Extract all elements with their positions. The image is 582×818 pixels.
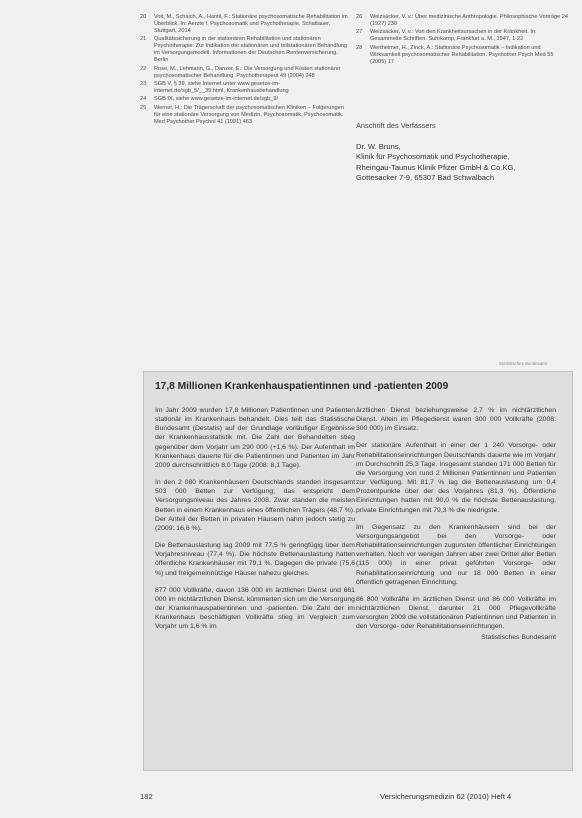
reference-text: SGB IX, siehe www.gesetze-im-internet.de/sgb_9/: [154, 96, 279, 103]
reference-entry: [140, 36, 350, 64]
reference-text: Rose, M., Lehmann, G., Danzer, E.: Die Versorgung und Kosten stationärer psychosomatischer Behandlung. Psychotherapeut 49 (2004) 248: [154, 65, 341, 79]
news-column-left: [155, 406, 355, 639]
news-box: [143, 371, 573, 771]
reference-text: Werner, H.: Die Trägerschaft der psychosomatischen Kliniken – Folgerungen für eine stationäre Versorgung von Medizin, Psychosomatik, Psychosomatik. Med Psychother Psychol 41 (1991) 463: [154, 104, 344, 125]
reference-text: Wertheimer, H., Zinck, A.: Stationäre Psychosomatik – Indikation und Wirksamkeit psychosomatischer Rehabilitation. Psychother Psych Med 55 (2005) 17: [370, 44, 554, 65]
author-address: [356, 142, 556, 184]
news-column-right: [356, 406, 556, 643]
references-right: [356, 14, 568, 67]
reference-text: Voit, M., Schaich, A., Hantil, F.: Stationäre psychosomatische Rehabilitation im Überblick. In: Aerzte f. Psychosomatik und Psychotherapie. Schattauer, Stuttgart, 2014: [154, 14, 348, 35]
reference-entry: [140, 96, 350, 103]
reference-text: SGB V, § 39, siehe Internet unter www.gesetze-im-internet.de/sgb_5/__39.html, Krankenhausbehandlung: [154, 80, 289, 95]
source-line: Statistisches Bundesamt: [499, 361, 548, 366]
reference-number: 26: [356, 14, 363, 20]
paragraph: Im Gegensatz zu den Krankenhäusern sind bei der Versorgungsangebot bei den Vorsorge- oder Rehabilitationseinrichtungen zugunsten öffentlicher Einrichtungen verhalten. Noch vor wenigen Jahren aber zwei Drittel aller Betten (115 000) in einer privat geführten Vorsorge- oder Rehabilitationseinrichtung und nur 18 000 Betten in einer öffentlich getragenen Einrichtung.: [356, 523, 556, 586]
author-line: Klinik für Psychosomatik und Psychotherapie,: [356, 152, 510, 162]
journal-footer: Versicherungsmedizin 62 (2010) Heft 4: [380, 792, 512, 801]
paragraph: 877 000 Vollkräfte, davon 136 000 im ärztlichen Dienst und 661 000 im nichtärztlichen Dienst, kümmerten sich um die Versorgung der Krankenhauspatientinnen und -patienten. Die Zahl der im Krankenhaus beschäftigten Vollkräfte stieg im Vergleich zum Vorjahr um 1,6 % im: [155, 586, 355, 631]
reference-number: 20: [140, 14, 147, 20]
reference-entry: [140, 66, 350, 80]
reference-entry: [140, 105, 350, 126]
reference-number: 22: [140, 65, 147, 72]
reference-entry: [356, 29, 568, 43]
reference-number: 25: [140, 104, 147, 111]
news-box-title: 17,8 Millionen Krankenhauspatientinnen und -patienten 2009: [155, 381, 449, 392]
reference-number: 23: [140, 80, 147, 87]
reference-number: 21: [140, 36, 147, 43]
reference-entry: [140, 81, 350, 95]
reference-entry: [140, 14, 350, 35]
source-note: Statistisches Bundesamt: [481, 634, 556, 642]
paragraph: In den 2 080 Krankenhäusern Deutschlands standen insgesamt 503 000 Betten zur Verfügung; das entspricht dem Versorgungsniveau des Jahres 2008. Zwar standen die meisten Betten in einem Krankenhaus eines öffentlichen Trägers (48,7 %). Der Anteil der Betten in privaten Häusern nahm jedoch stetig zu (2009: 16,6 %).: [155, 479, 355, 532]
author-address-label: Anschrift des Verfassers: [356, 121, 436, 130]
author-line: Rheingau-Taunus Klinik Pfizer GmbH & Co.KG,: [356, 162, 516, 172]
reference-number: 27: [356, 29, 363, 36]
paragraph: Der stationäre Aufenthalt in einer der 1 240 Vorsorge- oder Rehabilitationseinrichtungen Deutschlands dauerte wie im Vorjahr im Durchschnitt 25,3 Tage. Insgesamt standen 171 000 Betten für die Versorgung von rund 2 Millionen Patientinnen und Patienten zur Verfügung. Mit 81,7 % lag die Bettenauslastung um 0,4 Prozentpunkte über der des Vorjahres (81,3 %). Öffentliche Einrichtungen hatten mit 90,0 % die höchste Bettenauslastung, private Einrichtungen mit 79,3 % die niedrigste.: [356, 442, 556, 514]
reference-text: Qualitätssicherung in der stationären Rehabilitation und stationären Psychotherapie: Zur Indikation der stationären und teilstationären Behandlung im Versorgungsmodell. Informationen der Deutschen Rentenversicherung. Berlin: [154, 36, 348, 64]
reference-entry: [356, 45, 568, 66]
reference-entry: [356, 14, 568, 28]
paragraph: ärztlichen Dienst beziehungsweise 2,7 % im nichtärztlichen Dienst. Allein im Pflegedienst waren 300 000 Vollkräfte (2008: 300 000) im Einsatz.: [356, 407, 556, 433]
references-left: [140, 14, 350, 127]
author-line: Gottesacker 7-9, 65307 Bad Schwalbach: [356, 173, 495, 183]
paragraph: Im Jahr 2009 wurden 17,8 Millionen Patientinnen und Patienten stationär im Krankenhaus behandelt. Dies teilt das Statistische Bundesamt (Destatis) auf der Grundlage vorläufiger Ergebnisse der Krankenhausstatistik mit. Die Zahl der Behandelten stieg gegenüber dem Vorjahr um 290 000 (+1,6 %). Der Aufenthalt im Krankenhaus dauerte für die Patientinnen und Patienten im Jahr 2009 durchschnittlich 8,0 Tage (2008: 8,1 Tage).: [155, 407, 355, 469]
reference-text: Weizsäcker, V. v.: Über medizinische Anthropologie. Philosophische Vorträge 24 (1927) 230: [370, 14, 568, 28]
reference-text: Weizsäcker, V. v.: Von den Krankheitsursachen in der Krankheit. In: Gesammelte Schriften. Suhrkamp, Frankfurt a. M., 1947, 1-22: [370, 29, 537, 43]
page-number: 182: [140, 792, 153, 801]
paragraph: 86 800 Vollkräfte im ärztlichen Dienst und 86 000 Vollkräfte im nichtärztlichen Dienst, darunter 21 000 Pflegevollkräfte versorgten 2009 die vollstationären Patientinnen und Patienten in den Vorsorge- oder Rehabilitationseinrichtungen.: [356, 595, 556, 631]
reference-number: 28: [356, 44, 363, 51]
paragraph: Die Bettenauslastung lag 2009 mit 77,5 % geringfügig über dem Vorjahresniveau (77,4 %). Die höchste Bettenauslastung hatten öffentliche Krankenhäuser mit 79,1 %. Dagegen die private (75,6 %) und freigemeinnützige Häuser nahezu gleiches.: [155, 542, 355, 577]
author-line: Dr. W. Bruns,: [356, 142, 401, 151]
reference-number: 24: [140, 96, 147, 103]
